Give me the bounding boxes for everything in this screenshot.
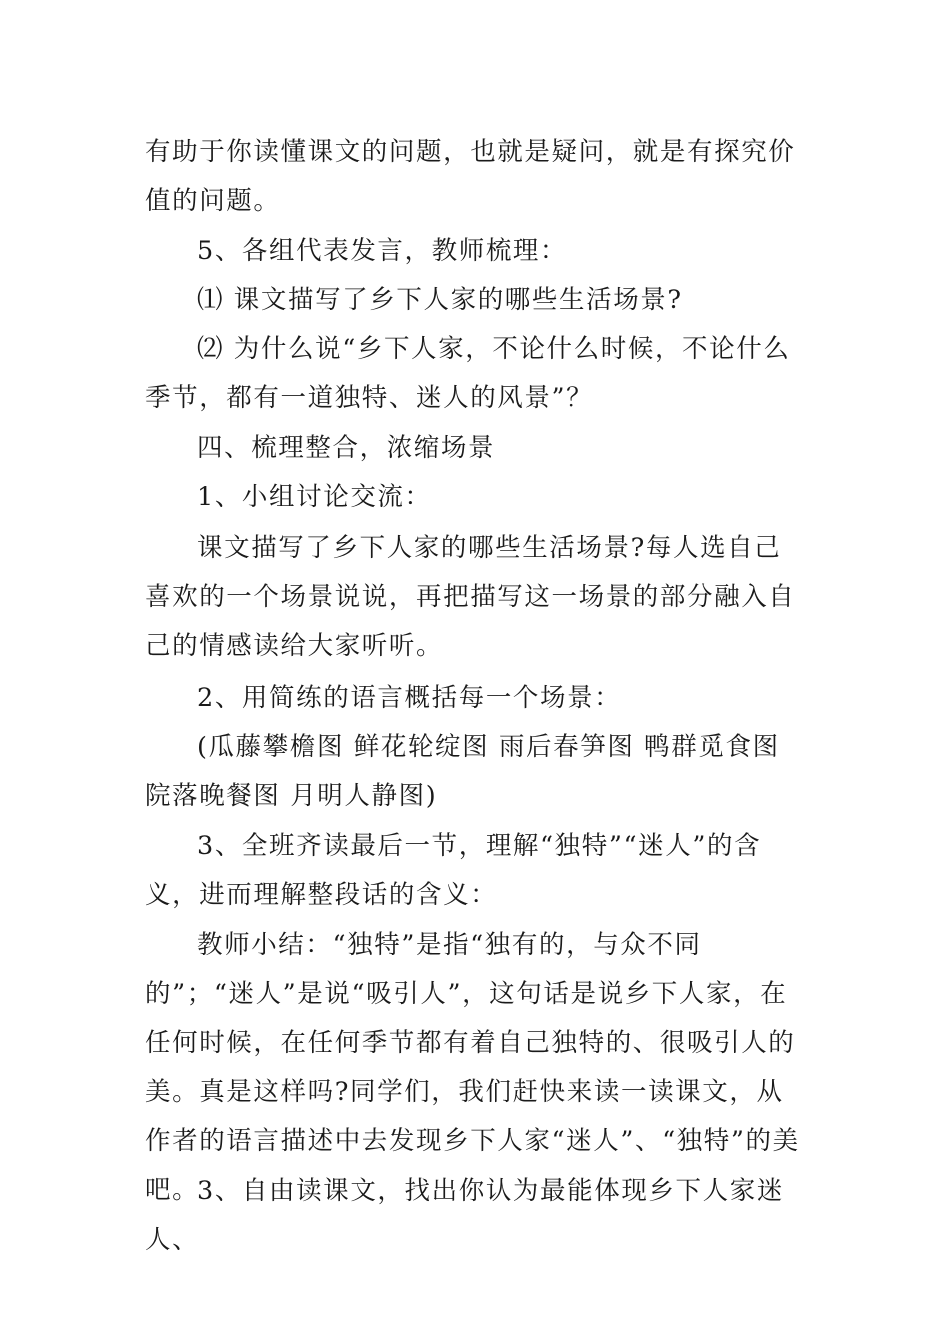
paragraph-step-5: 5、各组代表发言，教师梳理： — [197, 236, 568, 266]
paragraph-discussion: 课文描写了乡下人家的哪些生活场景?每人选自己喜欢的一个场景说说，再把描写这一场景的部分融入自己的情感读给大家听听。 — [145, 533, 796, 661]
paragraph-step-1: 1、小组讨论交流： — [197, 482, 432, 512]
paragraph-question-1: ⑴ 课文描写了乡下人家的哪些生活场景? — [197, 285, 683, 315]
section-heading-4: 四、梳理整合，浓缩场景 — [197, 433, 496, 463]
paragraph-step-3-free-reading: 3、自由读课文，找出你认为最能体现乡下人家迷人、 — [145, 1176, 784, 1255]
paragraph-step-3: 3、全班齐读最后一节，理解“独特”“迷人”的含义，进而理解整段话的含义： — [145, 831, 762, 910]
paragraph-scene-list: (瓜藤攀檐图 鲜花轮绽图 雨后春笋图 鸭群觅食图 院落晚餐图 月明人静图) — [145, 732, 780, 811]
paragraph-continuation: 有助于你读懂课文的问题，也就是疑问，就是有探究价值的问题。 — [145, 137, 796, 216]
paragraph-teacher-summary: 教师小结：“独特”是指“独有的，与众不同的”；“迷人”是说“吸引人”，这句话是说乡下人家，在任何时候，在任何季节都有着自己独特的、很吸引人的美。真是这样吗?同学们，我们赶快来读一读课文，从作者的语言描述中去发现乡下人家“迷人”、“独特”的美吧。 — [145, 930, 800, 1205]
paragraph-question-2: ⑵ 为什么说“乡下人家，不论什么时候，不论什么季节，都有一道独特、迷人的风景”？ — [145, 334, 791, 413]
paragraph-step-2: 2、用简练的语言概括每一个场景： — [197, 683, 622, 713]
